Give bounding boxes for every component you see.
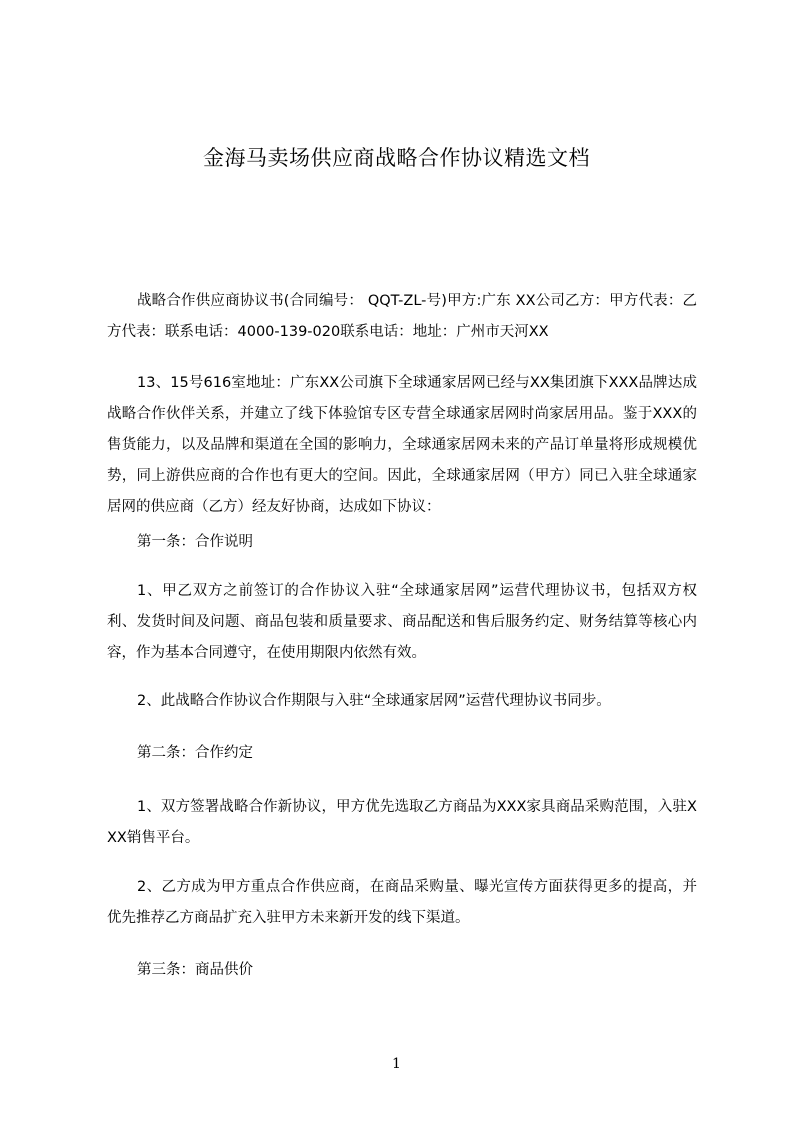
article-1-heading: 第一条：合作说明 [137,534,253,550]
contract-header-paragraph: 战略合作供应商协议书(合同编号： QQT-ZL-号)甲方:广东 XX公司乙方：甲方代表：乙方代表：联系电话：4000-139-020联系电话：地址：广州市天河XX [107,293,697,340]
document-title: 金海马卖场供应商战略合作协议精选文档 [203,146,590,170]
article-2-clause-1: 1、双方签署战略合作新协议，甲方优先选取乙方商品为XXX家具商品采购范围，入驻XXX销售平台。 [107,799,697,846]
background-paragraph: 13、15号616室地址：广东XX公司旗下全球通家居网已经与XX集团旗下XXX品牌达成战略合作伙伴关系，并建立了线下体验馆专区专营全球通家居网时尚家居用品。鉴于XXX的售货能力，以及品牌和渠道在全国的影响力，全球通家居网未来的产品订单量将形成规模优势，同上游供应商的合作也有更大的空间。因此，全球通家居网（甲方）同已入驻全球通家居网的供应商（乙方）经友好协商，达成如下协议： [107,375,697,515]
article-2-clause-2: 2、乙方成为甲方重点合作供应商，在商品采购量、曝光宣传方面获得更多的提高，并优先推荐乙方商品扩充入驻甲方未来新开发的线下渠道。 [107,879,697,926]
page-number: 1 [392,1056,401,1072]
article-2-heading: 第二条：合作约定 [137,745,253,761]
article-3-heading: 第三条：商品供价 [137,962,253,978]
article-1-clause-2: 2、此战略合作协议合作期限与入驻“全球通家居网”运营代理协议书同步。 [137,693,611,709]
article-1-clause-1: 1、甲乙双方之前签订的合作协议入驻“全球通家居网”运营代理协议书，包括双方权利、发货时间及问题、商品包装和质量要求、商品配送和售后服务约定、财务结算等核心内容，作为基本合同遵守，在使用期限内依然有效。 [107,583,697,661]
